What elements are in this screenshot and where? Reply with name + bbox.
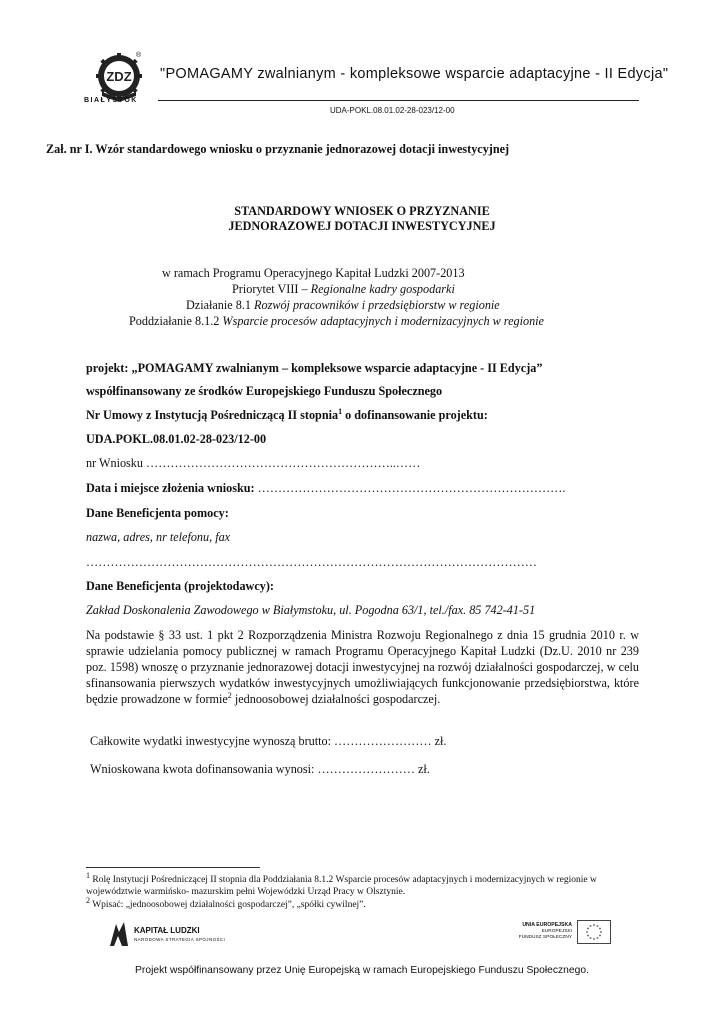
beneficiary-hint: nazwa, adres, nr telefonu, fax xyxy=(86,530,231,544)
document-title-line-1: STANDARDOWY WNIOSEK O PRZYZNANIE xyxy=(234,204,490,218)
legal-basis-tail: jednoosobowej działalności gospodarczej. xyxy=(231,692,441,706)
contract-number: UDA.POKL.08.01.02-28-023/12-00 xyxy=(86,432,267,446)
footnote-ref-2: 2 xyxy=(227,690,232,700)
total-expenditure-field[interactable]: Całkowite wydatki inwestycyjne wynoszą brutto: …………………… zł. xyxy=(90,734,447,748)
date-place-blank[interactable]: …………………………………………………………………. xyxy=(254,481,566,495)
kapital-ludzki-logo xyxy=(108,920,226,950)
date-place-field[interactable] xyxy=(86,481,565,496)
project-owner-label: Dane Beneficjenta (projektodawcy): xyxy=(86,579,274,593)
header-project-code: UDA-POKL.08.01.02-28-023/12-00 xyxy=(330,106,455,115)
eu-line-3: FUNDUSZ SPOŁECZNY xyxy=(518,935,572,940)
submeasure-line xyxy=(129,314,544,329)
header-divider xyxy=(158,100,639,101)
eu-line-2: EUROPEJSKI xyxy=(541,928,572,934)
eu-logo xyxy=(500,920,610,952)
logo-registered-mark: ® xyxy=(136,52,142,59)
footnote-1 xyxy=(86,870,640,898)
beneficiary-label: Dane Beneficjenta pomocy: xyxy=(86,506,229,520)
beneficiary-blank[interactable]: ………………………………………………………………………………………………… xyxy=(86,555,537,569)
document-title-line-2: JEDNORAZOWEJ DOTACJI INWESTYCYJNEJ xyxy=(228,219,496,233)
application-number-field[interactable]: nr Wniosku ……………………………………………………..…… xyxy=(86,456,421,470)
measure-line xyxy=(186,298,500,313)
logo-letters: ZDZ xyxy=(106,69,132,84)
document-title xyxy=(0,204,724,234)
submeasure-name: Wsparcie procesów adaptacyjnych i modernizacyjnych w regionie xyxy=(222,314,544,328)
measure-name: Rozwój pracowników i przedsiębiorstw w regionie xyxy=(254,298,500,312)
footnote-2-mark: 2 xyxy=(86,895,90,905)
contract-label-suffix: o dofinansowanie projektu: xyxy=(342,408,488,422)
project-name: projekt: „POMAGAMY zwalnianym – kompleksowe wsparcie adaptacyjne - II Edycja” xyxy=(86,361,543,375)
priority-name: Regionalne kadry gospodarki xyxy=(310,282,455,296)
logo-city-label: BIAŁYSTOK xyxy=(84,97,138,104)
footnote-1-mark: 1 xyxy=(86,870,90,880)
measure-prefix: Działanie 8.1 xyxy=(186,298,255,312)
legal-basis-paragraph xyxy=(86,627,639,707)
footnote-2 xyxy=(86,895,640,911)
project-owner-details: Zakład Doskonalenia Zawodowego w Białymstoku, ul. Pogodna 63/1, tel./fax. 85 742-41-51 xyxy=(86,603,536,617)
priority-prefix: Priorytet VIII – xyxy=(232,282,311,296)
footnote-2-text: Wpisać: „jednoosobowej działalności gospodarczej”, „spółki cywilnej”. xyxy=(90,900,366,910)
eu-flag-icon xyxy=(577,920,611,944)
date-place-label: Data i miejsce złożenia wniosku: xyxy=(86,481,255,495)
kapital-ludzki-flag-icon xyxy=(108,920,130,948)
requested-amount-field[interactable]: Wnioskowana kwota dofinansowania wynosi: …………………… zł. xyxy=(90,762,430,776)
priority-line xyxy=(232,282,455,297)
eu-logo-text xyxy=(500,922,572,942)
cofinancing-statement: współfinansowany ze środków Europejskiego Funduszu Społecznego xyxy=(86,384,443,398)
kapital-ludzki-name: KAPITAŁ LUDZKI xyxy=(134,926,200,935)
submeasure-prefix: Poddziałanie 8.1.2 xyxy=(129,314,223,328)
programme-line: w ramach Programu Operacyjnego Kapitał Ludzki 2007-2013 xyxy=(162,266,465,280)
contract-label xyxy=(86,408,488,423)
eu-line-1: UNIA EUROPEJSKA xyxy=(522,922,572,928)
kapital-ludzki-subtitle: NARODOWA STRATEGIA SPÓJNOŚCI xyxy=(134,937,226,942)
legal-basis-text: Na podstawie § 33 ust. 1 pkt 2 Rozporządzenia Ministra Rozwoju Regionalnego z dnia 15 grudnia 2010 r. w sprawie udzielania pomocy publicznej w ramach Programu Operacyjnego Kapitał Ludzki (Dz.U. 2010 nr 239 poz. 1598) wnoszę o przyznanie jednorazowej dotacji inwestycyjnej na rozwój działalności gospodarczej, w celu sfinansowania pierwszych wydatków inwestycyjnych umożliwiających funkcjonowanie przedsiębiorstwa, które będzie prowadzone w formie xyxy=(86,628,639,706)
footnote-divider xyxy=(86,867,260,868)
footnote-1-text: Rolę Instytucji Pośredniczącej II stopnia dla Poddziałania 8.1.2 Wsparcie procesów adaptacyjnych i modernizacyjnych w regionie w województwie warmińsko- mazurskim pełni Wojewódzki Urząd Pracy w Olsztynie. xyxy=(86,875,597,897)
annex-title: Zał. nr I. Wzór standardowego wniosku o przyznanie jednorazowej dotacji inwestycyjnej xyxy=(46,142,510,156)
footnote-ref-1: 1 xyxy=(338,406,343,416)
footer-cofinancing-note: Projekt współfinansowany przez Unię Europejską w ramach Europejskiego Funduszu Społecznego. xyxy=(135,965,589,976)
contract-label-text: Nr Umowy z Instytucją Pośredniczącą II stopnia xyxy=(86,408,339,422)
header-project-title: "POMAGAMY zwalnianym - kompleksowe wsparcie adaptacyjne - II Edycja" xyxy=(160,66,669,82)
